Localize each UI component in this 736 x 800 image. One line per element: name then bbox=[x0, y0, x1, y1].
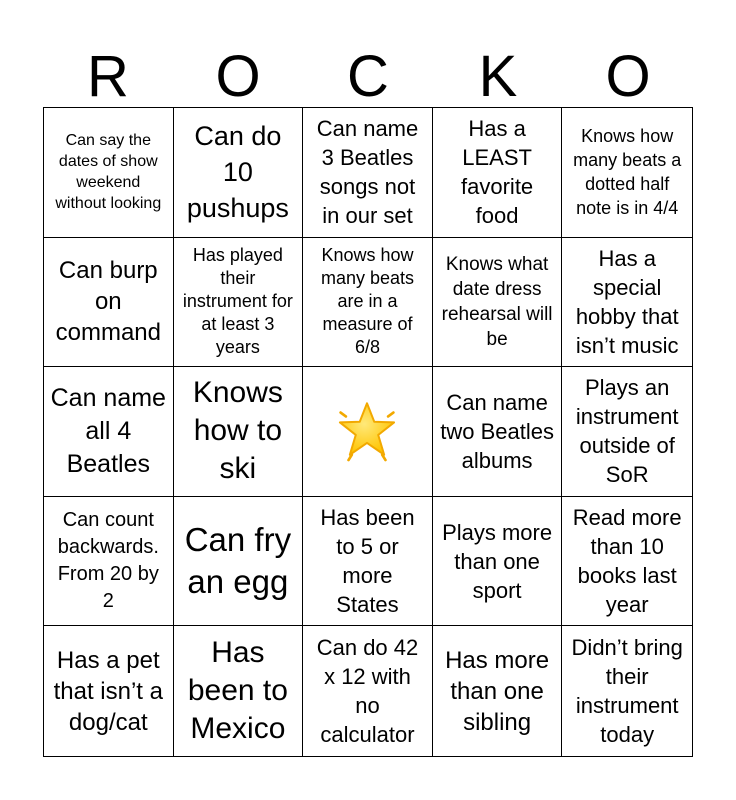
cell-label: Read more than 10 books last year bbox=[572, 505, 682, 618]
star-icon bbox=[334, 398, 400, 464]
cell-label: Can name all 4 Beatles bbox=[50, 383, 166, 478]
header-letter-o: O bbox=[215, 44, 261, 109]
bingo-cell-r5-c3[interactable] bbox=[303, 626, 433, 756]
cell-label: Can say the dates of show weekend without looking bbox=[55, 132, 162, 213]
bingo-cell-r4-c5[interactable] bbox=[562, 497, 692, 627]
cell-label: Has played their instrument for at least 3 years bbox=[182, 245, 293, 358]
cell-label: Knows what date dress rehearsal will be bbox=[441, 253, 553, 350]
cell-label: Has a pet that isn’t a dog/cat bbox=[53, 646, 163, 736]
header-letter-o-2: O bbox=[605, 44, 651, 109]
cell-label: Has been to Mexico bbox=[187, 636, 288, 746]
header-letter-r: R bbox=[87, 44, 129, 109]
cell-label: Can count backwards. From 20 by 2 bbox=[57, 509, 159, 613]
bingo-cell-r4-c1[interactable] bbox=[44, 497, 174, 627]
bingo-cell-r5-c1[interactable] bbox=[44, 626, 174, 756]
bingo-cell-r5-c4[interactable] bbox=[433, 626, 563, 756]
bingo-cell-r4-c2[interactable] bbox=[174, 497, 304, 627]
bingo-cell-r3-c4[interactable] bbox=[433, 367, 563, 497]
bingo-cell-r3-c5[interactable] bbox=[562, 367, 692, 497]
bingo-cell-r2-c5[interactable] bbox=[562, 238, 692, 368]
bingo-cell-r1-c3[interactable] bbox=[303, 108, 433, 238]
bingo-cell-r2-c2[interactable] bbox=[174, 238, 304, 368]
cell-label: Knows how to ski bbox=[192, 376, 283, 486]
cell-label: Plays an instrument outside of SoR bbox=[575, 375, 679, 488]
bingo-cell-r5-c2[interactable] bbox=[174, 626, 304, 756]
bingo-cell-r1-c5[interactable] bbox=[562, 108, 692, 238]
cell-label: Has a LEAST favorite food bbox=[461, 116, 534, 229]
cell-label: Plays more than one sport bbox=[442, 519, 553, 603]
bingo-cell-r3-c3-free[interactable] bbox=[303, 367, 433, 497]
cell-label: Can burp on command bbox=[55, 257, 161, 347]
cell-label: Can do 10 pushups bbox=[186, 121, 289, 224]
header-letter-k: K bbox=[478, 44, 518, 109]
cell-label: Has more than one sibling bbox=[445, 646, 550, 736]
cell-label: Has been to 5 or more States bbox=[320, 505, 415, 618]
cell-label: Can name 3 Beatles songs not in our set bbox=[316, 116, 419, 229]
bingo-header bbox=[43, 46, 693, 108]
cell-label: Can name two Beatles albums bbox=[440, 389, 554, 473]
bingo-cell-r1-c1[interactable] bbox=[44, 108, 174, 238]
bingo-cell-r3-c1[interactable] bbox=[44, 367, 174, 497]
bingo-cell-r5-c5[interactable] bbox=[562, 626, 692, 756]
header-letter-c: C bbox=[347, 44, 389, 109]
bingo-cell-r2-c4[interactable] bbox=[433, 238, 563, 368]
cell-label: Has a special hobby that isn’t music bbox=[575, 245, 679, 358]
cell-label: Knows how many beats a dotted half note is in 4/4 bbox=[573, 126, 682, 219]
bingo-cell-r2-c3[interactable] bbox=[303, 238, 433, 368]
bingo-cell-r3-c2[interactable] bbox=[174, 367, 304, 497]
cell-label: Can do 42 x 12 with no calculator bbox=[316, 635, 419, 748]
bingo-cell-r1-c4[interactable] bbox=[433, 108, 563, 238]
bingo-board bbox=[43, 107, 693, 757]
cell-label: Can fry an egg bbox=[184, 521, 292, 601]
bingo-cell-r1-c2[interactable] bbox=[174, 108, 304, 238]
bingo-cell-r2-c1[interactable] bbox=[44, 238, 174, 368]
cell-label: Didn’t bring their instrument today bbox=[571, 635, 683, 748]
bingo-cell-r4-c4[interactable] bbox=[433, 497, 563, 627]
bingo-cell-r4-c3[interactable] bbox=[303, 497, 433, 627]
cell-label: Knows how many beats are in a measure of 6/8 bbox=[320, 245, 415, 358]
